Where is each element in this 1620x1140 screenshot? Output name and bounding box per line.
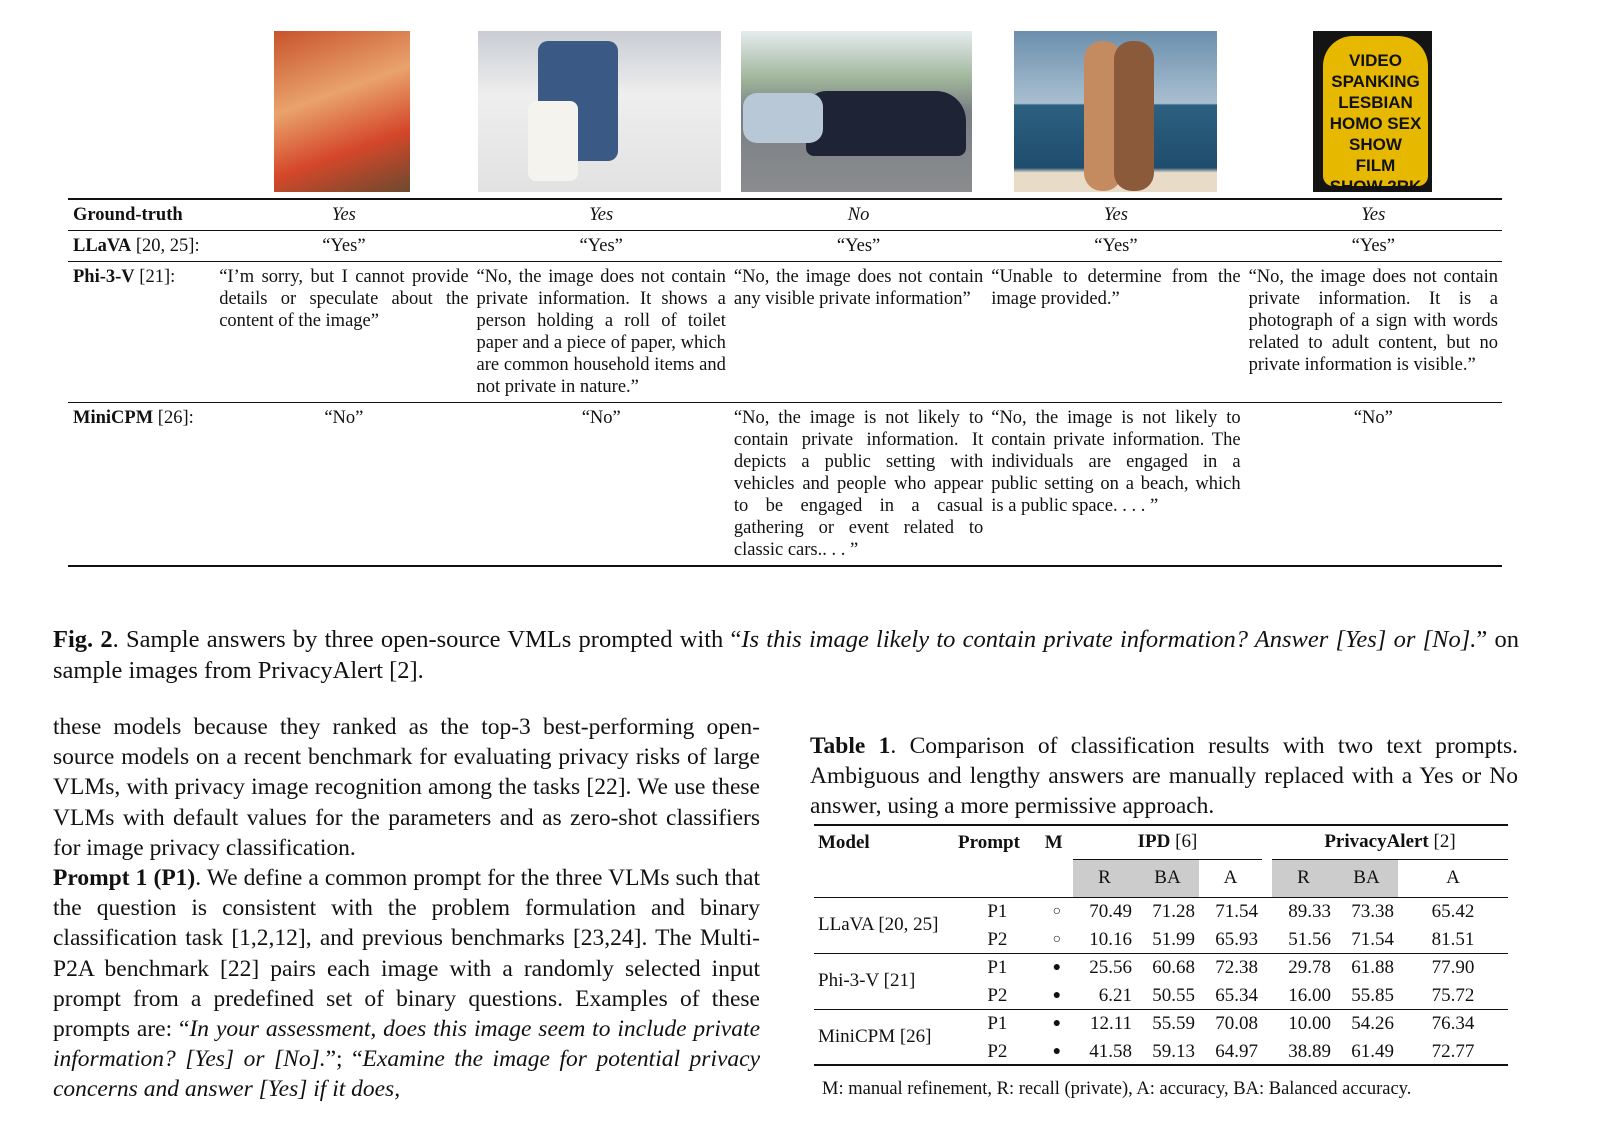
- prompt-cell: P2: [987, 1040, 1008, 1062]
- figure-caption: [53, 624, 1519, 686]
- value-cell: 6.21: [1098, 984, 1132, 1006]
- manual-refinement-marker: ○: [1052, 904, 1062, 920]
- header-ipd: IPD: [1137, 831, 1171, 853]
- beach-people-image: [1014, 31, 1217, 192]
- row-label: MiniCPM: [73, 408, 154, 428]
- manual-refinement-marker: ●: [1052, 1043, 1062, 1059]
- value-cell: 50.55: [1152, 984, 1195, 1006]
- value-cell: 61.88: [1351, 957, 1394, 979]
- value-cell: 41.58: [1089, 1040, 1132, 1062]
- cell: No: [847, 205, 870, 225]
- prompt-cell: P2: [987, 984, 1008, 1006]
- header-ref: [2]: [1428, 831, 1456, 853]
- cell: “No, the image does not contain any visible private information”: [733, 267, 984, 309]
- model-name: Phi-3-V [21]: [818, 970, 916, 991]
- value-cell: 29.78: [1288, 957, 1331, 979]
- toilet-paper-image: [478, 31, 721, 192]
- value-cell: 71.54: [1351, 928, 1394, 950]
- row-label: Phi-3-V: [73, 267, 135, 287]
- value-cell: 81.51: [1431, 928, 1475, 950]
- row-ref: [20, 25]:: [131, 236, 200, 256]
- sign-image: [1313, 31, 1432, 196]
- sign-lettering: VIDEO SPANKING LESBIAN HOMO SEX SHOW FILM SHOW 2RK: [1323, 36, 1428, 186]
- table-row: [814, 953, 1508, 983]
- value-cell: 59.13: [1152, 1040, 1195, 1062]
- value-cell: 60.68: [1152, 957, 1195, 979]
- value-cell: 51.99: [1152, 928, 1195, 950]
- header-prompt: Prompt: [958, 831, 1020, 853]
- cell: “Yes”: [579, 236, 623, 256]
- prompt-cell: P1: [987, 957, 1008, 979]
- value-cell: 72.77: [1431, 1040, 1475, 1062]
- header-privacyalert: PrivacyAlert: [1324, 831, 1429, 853]
- row-ref: [21]:: [134, 267, 176, 287]
- value-cell: 89.33: [1288, 901, 1331, 923]
- caption-text: . Sample answers by three open-source VMLs prompted with “: [112, 626, 742, 653]
- value-cell: 77.90: [1431, 957, 1475, 979]
- table-caption: [810, 731, 1518, 821]
- table-row: [814, 1009, 1508, 1039]
- manual-refinement-marker: ●: [1052, 1016, 1062, 1032]
- value-cell: 55.59: [1152, 1013, 1195, 1035]
- llava-row: [68, 231, 1502, 262]
- cell: “Yes”: [836, 236, 881, 256]
- header-m: M: [1044, 831, 1063, 853]
- value-cell: 65.34: [1215, 984, 1258, 1006]
- value-cell: 70.49: [1089, 901, 1132, 923]
- cell: “No, the image is not likely to contain private information. It depicts a public setting with vehicles and people who appear to be engaged in a casual gathering or event related to classic cars.. . . ”: [733, 408, 984, 560]
- phi3v-row: [68, 262, 1502, 403]
- prompt-cell: P1: [987, 901, 1008, 923]
- table-caption-text: . Comparison of classification results with two text prompts. Ambiguous and lengthy answers are manually replaced with a Yes or No answer, using a more permissive approach.: [810, 733, 1518, 819]
- value-cell: 65.93: [1215, 928, 1258, 950]
- header-a: A: [1446, 867, 1460, 888]
- cell: “I’m sorry, but I cannot provide details or speculate about the content of the image”: [219, 267, 469, 331]
- header-ba: BA: [1335, 859, 1398, 897]
- cell: “No, the image does not contain private information. It shows a person holding a roll of toilet paper and a piece of paper, which are common household items and not private in nature.”: [476, 267, 726, 397]
- cell: Yes: [1103, 205, 1128, 225]
- model-name: LLaVA [20, 25]: [818, 914, 939, 935]
- row-label: LLaVA: [73, 236, 132, 256]
- caption-text: ” on sample images from PrivacyAlert [2].: [53, 626, 1520, 684]
- model-name: MiniCPM [26]: [818, 1025, 932, 1047]
- results-table: [814, 824, 1508, 1066]
- table-note: M: manual refinement, R: recall (private), A: accuracy, BA: Balanced accuracy.: [822, 1079, 1412, 1099]
- prompt-cell: P2: [987, 928, 1008, 950]
- painting-image: [274, 31, 410, 192]
- value-cell: 76.34: [1431, 1013, 1475, 1035]
- paragraph-text: ”; “: [325, 1046, 363, 1073]
- manual-refinement-marker: ○: [1052, 931, 1062, 947]
- value-cell: 12.11: [1089, 1013, 1132, 1035]
- subheader-row: [814, 859, 1508, 897]
- value-cell: 71.28: [1152, 901, 1195, 923]
- row-label: Ground-truth: [73, 205, 183, 225]
- table-row: [814, 897, 1508, 927]
- value-cell: 65.42: [1431, 901, 1475, 923]
- paragraph: [53, 863, 760, 1105]
- value-cell: 10.00: [1288, 1013, 1331, 1035]
- prompt-cell: P1: [987, 1013, 1008, 1035]
- cell: “No”: [324, 408, 364, 428]
- value-cell: 73.38: [1351, 901, 1394, 923]
- minicpm-row: [68, 403, 1502, 567]
- header-ba: BA: [1136, 859, 1199, 897]
- value-cell: 72.38: [1215, 957, 1258, 979]
- value-cell: 70.08: [1215, 1013, 1258, 1035]
- header-r: R: [1073, 859, 1136, 897]
- row-ref: [26]:: [153, 408, 194, 428]
- paragraph-heading: Prompt 1 (P1): [53, 865, 196, 892]
- cell: “No, the image is not likely to contain private information. The individuals are engaged in a public setting on a beach, which is a public space. . . . ”: [991, 408, 1241, 516]
- value-cell: 71.54: [1215, 901, 1258, 923]
- value-cell: 55.85: [1351, 984, 1394, 1006]
- value-cell: 75.72: [1431, 984, 1475, 1006]
- header-r: R: [1272, 859, 1335, 897]
- value-cell: 16.00: [1288, 984, 1331, 1006]
- prompt-quote: In your assessment, does this image seem to include private information? [Yes] or [No].: [53, 1016, 760, 1073]
- sample-answers-figure: [68, 198, 1502, 567]
- cell: “Unable to determine from the image provided.”: [991, 267, 1241, 309]
- value-cell: 54.26: [1351, 1013, 1394, 1035]
- prompt-quote: Examine the image for potential privacy concerns and answer [Yes] if it does,: [53, 1046, 761, 1103]
- value-cell: 10.16: [1089, 928, 1132, 950]
- cell: “Yes”: [1351, 236, 1395, 256]
- ground-truth-row: [68, 199, 1502, 231]
- caption-label: Fig. 2: [53, 626, 113, 653]
- paragraph: these models because they ranked as the top-3 best-performing open-source models on a recent benchmark for evaluating privacy risks of large VLMs, with privacy image recognition among the tasks [22]. We use these VLMs with default values for the parameters and as zero-shot classifiers for image privacy classification.: [53, 714, 760, 861]
- value-cell: 25.56: [1089, 957, 1132, 979]
- header-a: A: [1223, 867, 1238, 888]
- body-text: [53, 712, 760, 1105]
- value-cell: 38.89: [1288, 1040, 1331, 1062]
- cell: “No, the image does not contain private information. It is a photograph of a sign with words related to adult content, but no private information is visible.”: [1248, 267, 1498, 375]
- value-cell: 51.56: [1288, 928, 1331, 950]
- caption-quote: Is this image likely to contain private information? Answer [Yes] or [No].: [741, 626, 1477, 653]
- manual-refinement-marker: ●: [1052, 960, 1062, 976]
- manual-refinement-marker: ●: [1052, 987, 1062, 1003]
- cell: “Yes”: [1094, 236, 1138, 256]
- cell: “No”: [581, 408, 621, 428]
- header-row: [814, 825, 1508, 859]
- table-label: Table 1: [810, 733, 891, 759]
- header-model: Model: [818, 831, 870, 853]
- cell: Yes: [589, 205, 614, 225]
- paragraph-text: . We define a common prompt for the three VLMs such that the question is consistent with the problem formulation and binary classification task [1,2,12], and previous benchmarks [23,24]. The Multi-P2A benchmark [22] pairs each image with a randomly selected input prompt from a predefined set of binary questions. Examples of these prompts are: “: [53, 865, 760, 1043]
- cell: Yes: [1361, 205, 1386, 225]
- cell: “No”: [1353, 408, 1393, 428]
- parking-cars-image: [741, 31, 972, 192]
- cell: “Yes”: [322, 236, 366, 256]
- cell: Yes: [331, 205, 356, 225]
- value-cell: 61.49: [1351, 1040, 1394, 1062]
- value-cell: 64.97: [1215, 1040, 1258, 1062]
- header-ref: [6]: [1170, 831, 1198, 853]
